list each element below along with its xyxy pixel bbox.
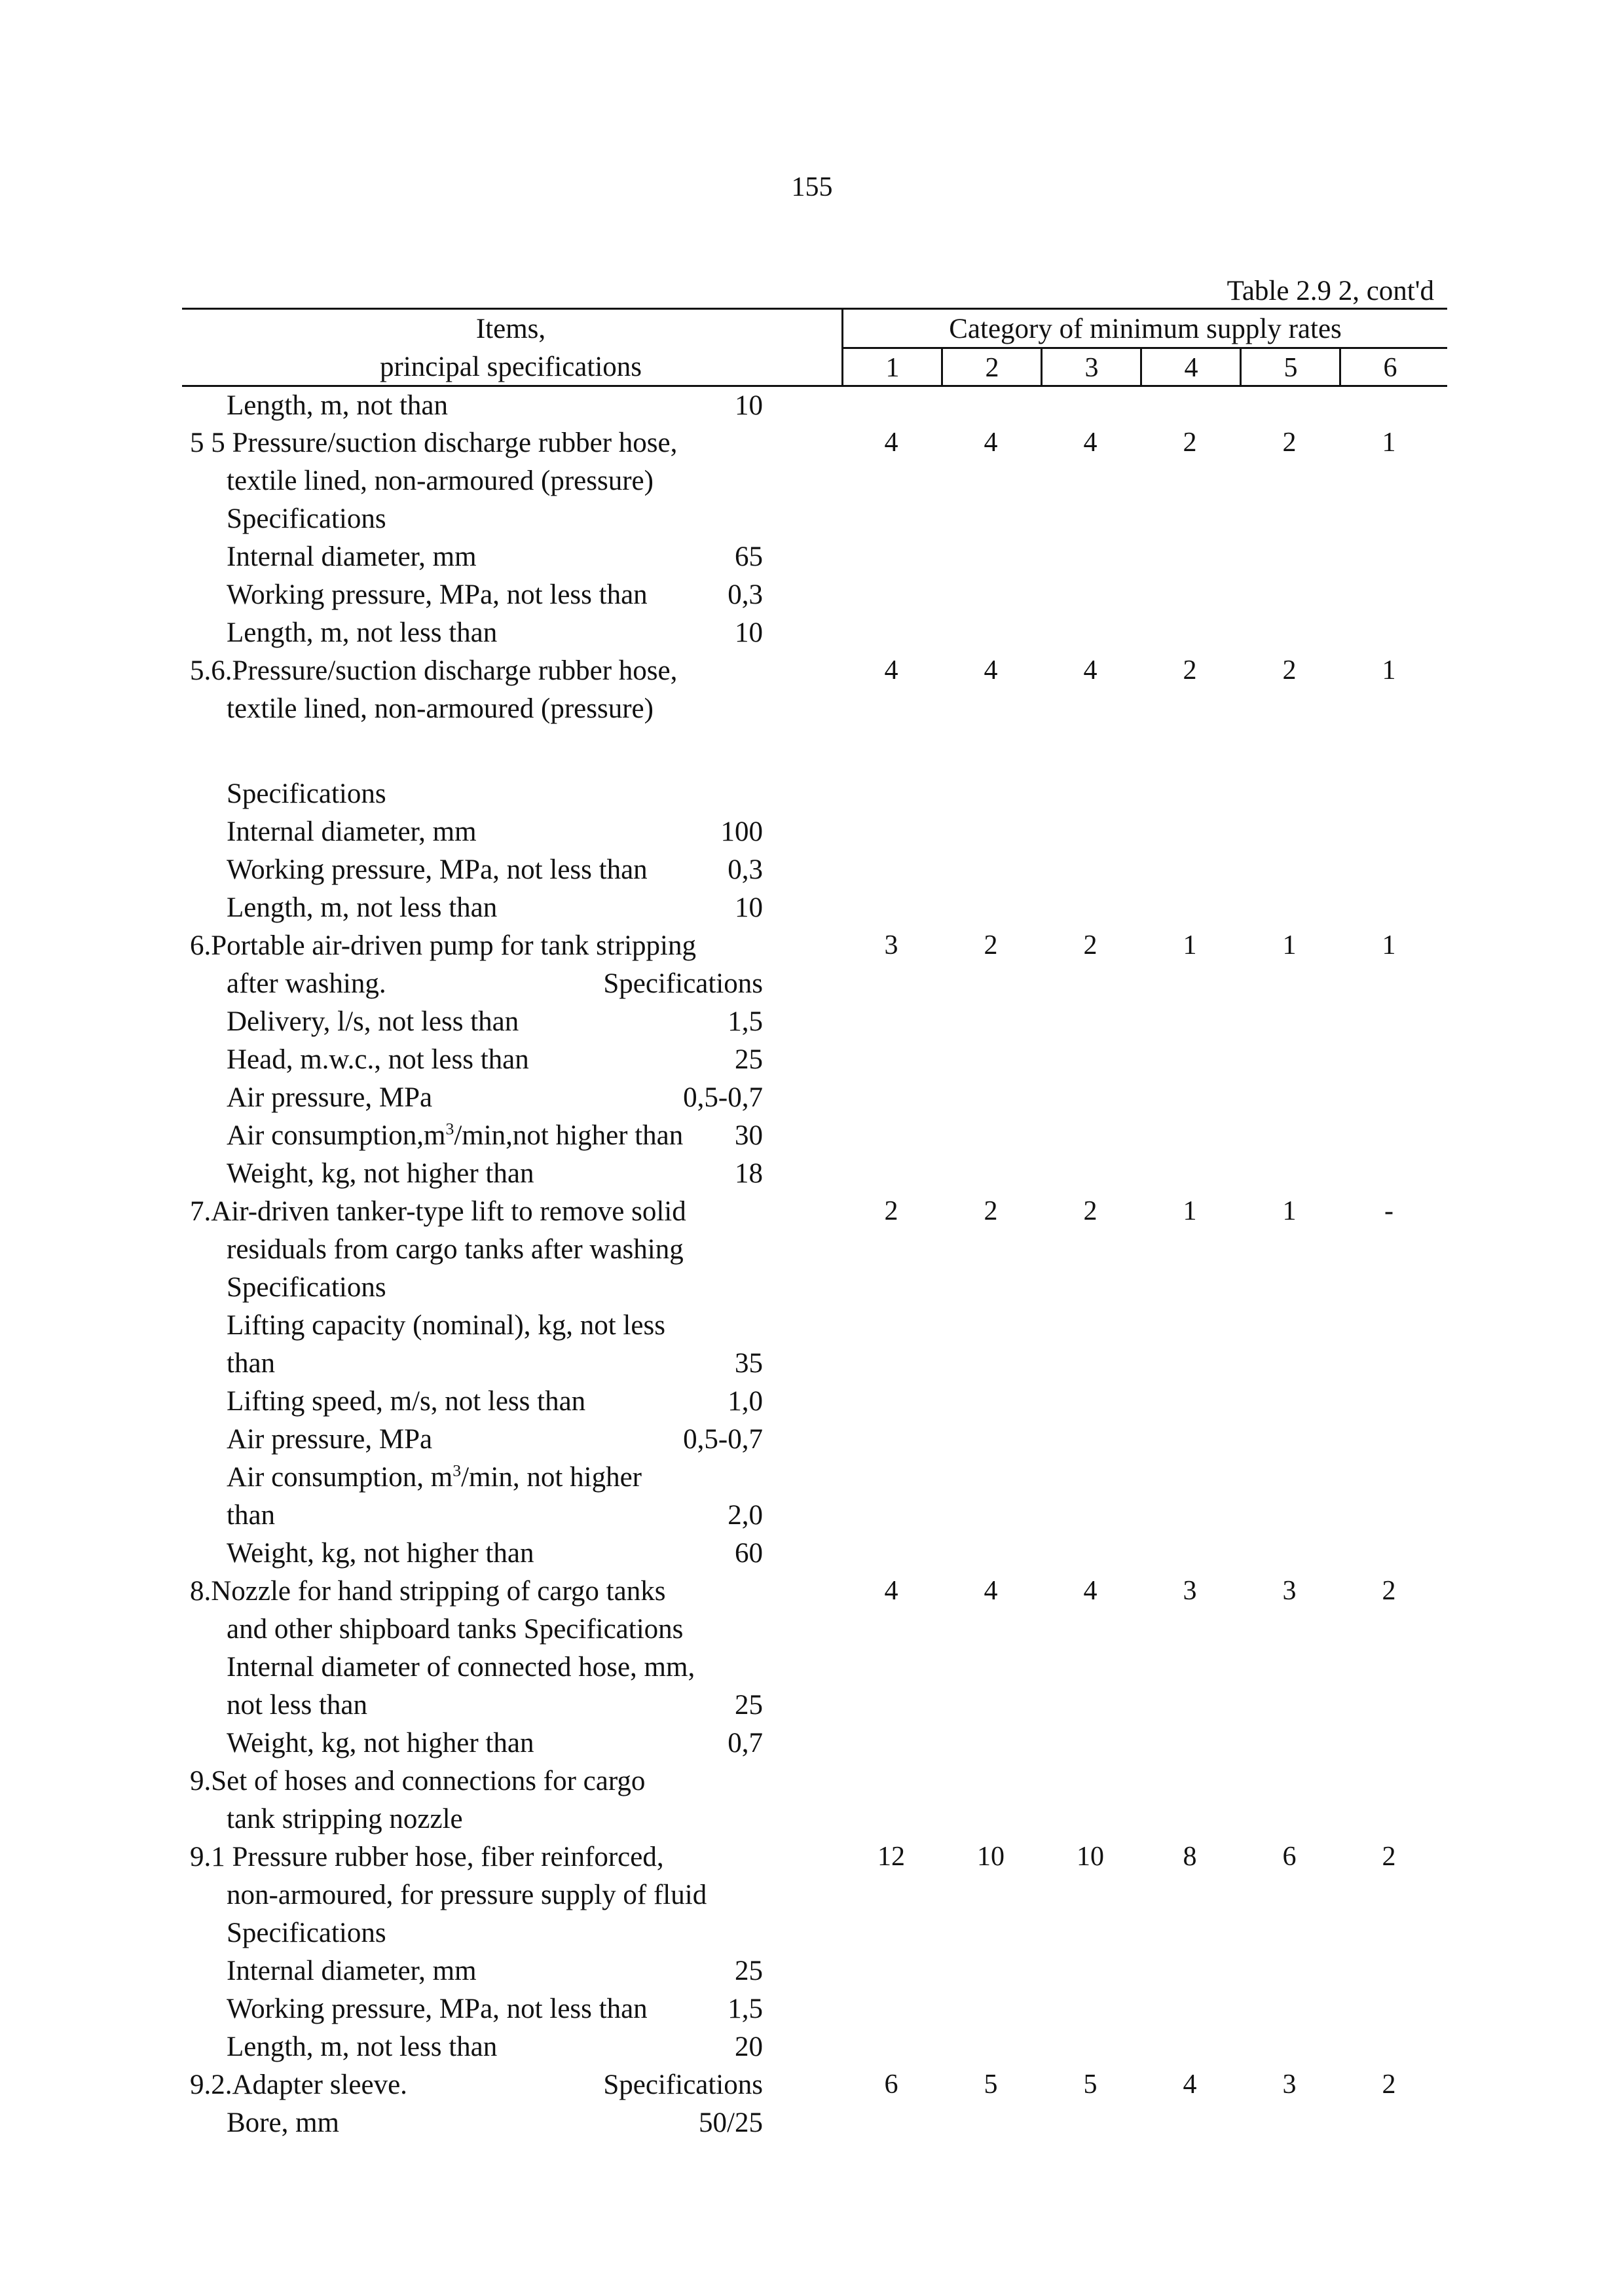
row-label: Specifications [227,1272,386,1303]
row-value: 1,5 [728,1994,763,2024]
row-value: 100 [720,816,763,847]
row-label: Specifications [227,503,386,534]
supply-rate-cell: 8 [1183,1842,1197,1872]
supply-rate-cell: 10 [977,1842,1005,1872]
row-label: non-armoured, for pressure supply of fluid [227,1880,707,1910]
row-label: Air pressure, MPa [227,1082,433,1113]
row-value: Specifications [603,2069,763,2100]
supply-rate-cell: 1 [1382,428,1396,458]
column-number: 4 [1184,353,1198,383]
supply-rate-cell: 12 [877,1842,905,1872]
row-value: 0,5-0,7 [683,1082,763,1113]
row-label: 5.6.Pressure/suction discharge rubber hose, [190,655,678,686]
supply-rate-cell: 5 [1083,2069,1098,2100]
row-value: 20 [735,2032,763,2062]
row-label: Length, m, not less than [227,892,498,923]
supply-rate-cell: - [1384,1196,1393,1226]
row-label: Delivery, l/s, not less than [227,1006,519,1037]
row-label: Internal diameter, mm [227,1956,477,1986]
row-label: Working pressure, MPa, not less than [227,1994,648,2024]
superscript: 3 [452,1461,462,1480]
supply-rate-cell: 4 [1183,2069,1197,2100]
supply-rate-cell: 2 [1382,2069,1396,2100]
supply-rate-cell: 4 [1083,428,1098,458]
row-label: 5 5 Pressure/suction discharge rubber hose, [190,428,678,458]
header-top-rule [182,308,1447,310]
row-label: Specifications [227,1918,386,1948]
row-value: 25 [735,1956,763,1986]
row-label: Weight, kg, not higher than [227,1158,534,1189]
header-mid-rule [841,347,1447,349]
column-number: 5 [1283,353,1298,383]
supply-rate-cell: 3 [1183,1576,1197,1606]
supply-rate-cell: 6 [1282,1842,1297,1872]
row-value: Specifications [603,968,763,999]
row-label: textile lined, non-armoured (pressure) [227,693,654,724]
row-label: Length, m, not than [227,390,448,421]
row-value: 0,5-0,7 [683,1424,763,1455]
row-label: Internal diameter, mm [227,541,477,572]
supply-rate-cell: 5 [984,2069,998,2100]
row-label: than [227,1348,276,1379]
supply-rate-cell: 2 [1282,428,1297,458]
supply-rate-cell: 3 [1282,1576,1297,1606]
header-bottom-rule [182,385,1447,387]
column-number: 1 [885,353,900,383]
row-value: 50/25 [699,2107,763,2138]
category-header: Category of minimum supply rates [949,314,1342,344]
supply-rate-cell: 2 [1183,428,1197,458]
supply-rate-cell: 1 [1282,930,1297,960]
supply-rate-cell: 6 [884,2069,898,2100]
row-label: Bore, mm [227,2107,339,2138]
row-value: 1,5 [728,1006,763,1037]
page-number: 155 [791,172,833,202]
supply-rate-cell: 4 [884,428,898,458]
row-label: Weight, kg, not higher than [227,1728,534,1758]
row-value: 10 [735,892,763,923]
row-label: Lifting speed, m/s, not less than [227,1386,586,1417]
row-label: not less than [227,1690,367,1721]
row-label: than [227,1500,276,1531]
supply-rate-cell: 2 [1183,655,1197,685]
items-header: Items, [475,314,546,344]
supply-rate-cell: 4 [984,655,998,685]
row-label: residuals from cargo tanks after washing [227,1234,684,1265]
row-label: Air $consumption,m^3/\min,not$ higher than [227,1119,684,1151]
row-label: after washing. [227,968,386,999]
row-value: 65 [735,541,763,572]
row-label: 9.2.Adapter sleeve. [190,2069,407,2100]
row-label: Air pressure, MPa [227,1424,433,1455]
row-label: 7.Air-driven tanker-type lift to remove solid [190,1196,686,1227]
row-value: 0,3 [728,579,763,610]
supply-rate-cell: 3 [1282,2069,1297,2100]
row-label: Weight, kg, not higher than [227,1538,534,1569]
row-label: Length, m, not less than [227,2032,498,2062]
supply-rate-cell: 1 [1382,930,1396,960]
supply-rate-cell: 4 [1083,655,1098,685]
table-title: Table 2.9 2, cont'd [1227,276,1434,306]
supply-rate-cell: 1 [1382,655,1396,685]
column-number: 3 [1084,353,1099,383]
row-label: Working pressure, MPa, not less than [227,854,648,885]
supply-rate-cell: 2 [984,1196,998,1226]
row-label: textile lined, non-armoured (pressure) [227,465,654,496]
row-label: 9.Set of hoses and connections for cargo [190,1766,646,1796]
supply-rate-cell: 4 [884,1576,898,1606]
row-label: Internal diameter, mm [227,816,477,847]
row-value: 2,0 [728,1500,763,1531]
supply-rate-cell: 2 [1382,1842,1396,1872]
row-value: 0,3 [728,854,763,885]
row-value: 35 [735,1348,763,1379]
row-value: 0,7 [728,1728,763,1758]
row-label: 9.1 Pressure rubber hose, fiber reinforced, [190,1842,664,1872]
row-value: 25 [735,1044,763,1075]
supply-rate-cell: 4 [984,1576,998,1606]
row-label: Lifting capacity (nominal), kg, not less [227,1310,665,1341]
row-label: 8.Nozzle for hand stripping of cargo tanks [190,1576,666,1607]
row-label: tank stripping nozzle [227,1804,463,1834]
row-label: Specifications [227,778,386,809]
supply-rate-cell: 2 [1083,1196,1098,1226]
row-label: and other shipboard tanks Specifications [227,1614,684,1645]
supply-rate-cell: 1 [1282,1196,1297,1226]
supply-rate-cell: 10 [1077,1842,1104,1872]
row-label: Working pressure, MPa, not less than [227,579,648,610]
specifications-header: principal specifications [380,352,642,382]
supply-rate-cell: 4 [884,655,898,685]
column-number: 2 [985,353,999,383]
row-value: 30 [735,1120,763,1151]
row-label: Length, m, not less than [227,617,498,648]
column-number: 6 [1383,353,1397,383]
row-value: 1,0 [728,1386,763,1417]
supply-rate-cell: 2 [984,930,998,960]
supply-rate-cell: 2 [884,1196,898,1226]
row-value: 10 [735,617,763,648]
supply-rate-cell: 1 [1183,1196,1197,1226]
row-label: Head, m.w.c., not less than [227,1044,529,1075]
row-value: 18 [735,1158,763,1189]
row-label: 6.Portable air-driven pump for tank stripping [190,930,696,961]
superscript: 3 [445,1119,454,1139]
row-label: Internal diameter of connected hose, mm, [227,1652,695,1683]
supply-rate-cell: 1 [1183,930,1197,960]
supply-rate-cell: 2 [1282,655,1297,685]
supply-rate-cell: 4 [984,428,998,458]
supply-rate-cell: 4 [1083,1576,1098,1606]
row-value: 60 [735,1538,763,1569]
supply-rate-cell: 3 [884,930,898,960]
supply-rate-cell: 2 [1083,930,1098,960]
supply-rate-cell: 2 [1382,1576,1396,1606]
row-value: 25 [735,1690,763,1721]
row-value: 10 [735,390,763,421]
row-label: Air consumption, $m^3/\min$, not higher [227,1461,642,1493]
